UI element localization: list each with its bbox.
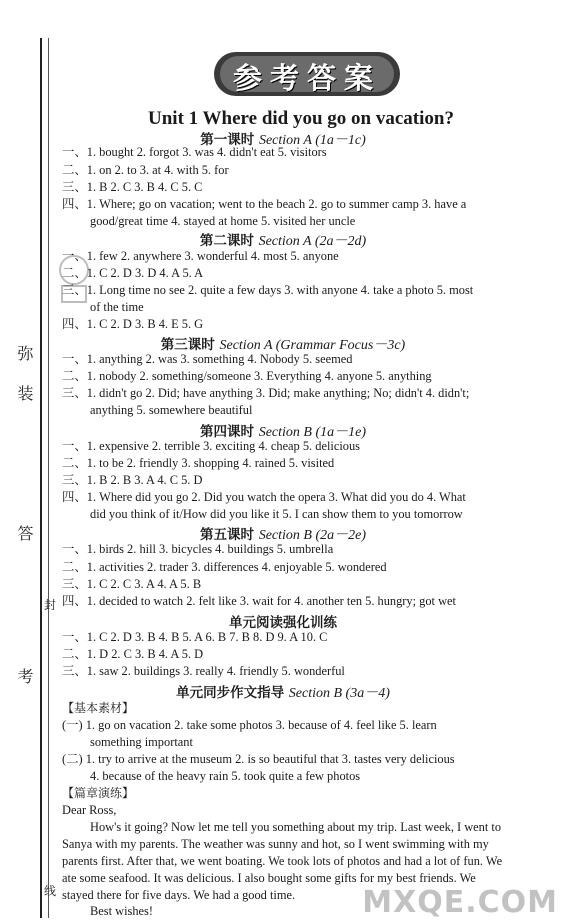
answer-line: Dear Ross, (62, 803, 117, 817)
section-heading-cn: 第三课时 (160, 337, 215, 353)
answer-line: (一) 1. go on vacation 2. take some photos 3. because of 4. feel like 5. learn (62, 718, 437, 732)
section-heading-cn: 第四课时 (200, 424, 254, 440)
section-heading-en: Section A (1a－1c) (258, 133, 366, 148)
answer-line: 三、1. B 2. B 3. A 4. C 5. D (62, 473, 203, 487)
answer-line: 二、1. to be 2. friendly 3. shopping 4. rained 5. visited (62, 456, 335, 470)
side-label-xian: 线 (44, 884, 57, 898)
side-label-da: 答 (15, 525, 34, 541)
section-label: 【基本素材】 (62, 701, 135, 715)
binding-rule (40, 38, 42, 918)
side-label-feng: 封 (44, 598, 57, 612)
answer-line: 二、1. nobody 2. something/someone 3. Everything 4. anyone 5. anything (62, 369, 432, 383)
section-heading-en: Section A (2a－2d) (258, 234, 367, 249)
section-heading-cn: 单元阅读强化训练 (229, 615, 337, 631)
answer-line: 三、1. didn't go 2. Did; have anything 3. Did; make anything; No; didn't 4. didn't; (62, 386, 470, 400)
binding-rule-inner (48, 38, 49, 918)
section-heading (0, 229, 566, 250)
answer-line: 4. because of the heavy rain 5. took quite a few photos (90, 769, 361, 783)
answer-line: 二、1. on 2. to 3. at 4. with 5. for (62, 163, 229, 177)
section-label: 【篇章演练】 (62, 786, 135, 800)
section-heading-cn: 单元同步作文指导 (176, 685, 285, 701)
side-label-kao: 考 (15, 668, 34, 684)
answer-line: good/great time 4. stayed at home 5. visited her uncle (90, 214, 356, 228)
answer-line: 一、1. anything 2. was 3. something 4. Nobody 5. seemed (62, 352, 353, 366)
answer-line: 四、1. Where; go on vacation; went to the beach 2. go to summer camp 3. have a (62, 197, 467, 211)
section-heading-en: Section B (3a－4) (288, 686, 390, 701)
section-heading (0, 681, 566, 702)
section-heading-cn: 第二课时 (199, 233, 254, 249)
answer-line: something important (90, 735, 193, 749)
section-heading-en: Section B (2a－2e) (258, 528, 366, 543)
answer-line: anything 5. somewhere beautiful (90, 403, 253, 417)
answer-line: did you think of it/How did you like it 5. I can show them to you tomorrow (90, 507, 463, 521)
answer-line: 一、1. bought 2. forgot 3. was 4. didn't eat 5. visitors (62, 145, 327, 159)
answer-line: Best wishes! (90, 904, 153, 918)
answer-line: (二) 1. try to arrive at the museum 2. is so beautiful that 3. tastes very delicious (62, 752, 455, 766)
banner-title: 参考答案 (232, 61, 381, 95)
unit-title: Unit 1 Where did you go on vacation? (148, 108, 454, 129)
answer-line: of the time (90, 300, 144, 314)
side-label-mi: 弥 (15, 345, 34, 361)
section-heading-cn: 第一课时 (200, 132, 255, 148)
answer-line: 一、1. C 2. D 3. B 4. B 5. A 6. B 7. B 8. D 9. A 10. C (62, 630, 328, 644)
answer-line: stayed there for five days. We had a good time. (62, 888, 296, 902)
side-label-zhuang: 装 (15, 385, 34, 401)
answer-line: 二、1. activities 2. trader 3. differences 4. enjoyable 5. wondered (62, 560, 387, 574)
answer-line: 三、1. B 2. C 3. B 4. C 5. C (62, 180, 203, 194)
answer-line: 四、1. decided to watch 2. felt like 3. wait for 4. another ten 5. hungry; got wet (62, 594, 456, 608)
answer-line: 一、1. expensive 2. terrible 3. exciting 4. cheap 5. delicious (62, 439, 360, 453)
answer-line: 四、1. C 2. D 3. B 4. E 5. G (62, 317, 204, 331)
section-heading-cn: 第五课时 (200, 527, 254, 543)
section-heading-en: Section A (Grammar Focus－3c) (219, 338, 406, 353)
answer-line: 二、1. D 2. C 3. B 4. A 5. D (62, 647, 204, 661)
section-heading-en: Section B (1a－1e) (258, 425, 366, 440)
answer-line: parents first. After that, we went boating. We took lots of photos and had a lot of fun. We (62, 854, 503, 868)
answer-line: ate some seafood. It was delicious. I also bought some gifts for my best friends. We (62, 871, 476, 885)
answer-line: 四、1. Where did you go 2. Did you watch the opera 3. What did you do 4. What (62, 490, 466, 504)
answer-line: 三、1. C 2. C 3. A 4. A 5. B (62, 577, 202, 591)
answer-line: 一、1. birds 2. hill 3. bicycles 4. buildings 5. umbrella (62, 542, 334, 556)
answer-line: 三、1. saw 2. buildings 3. really 4. friendly 5. wonderful (62, 664, 345, 678)
answer-line: Sanya with my parents. The weather was sunny and hot, so I went swimming with my (62, 837, 489, 851)
answer-line: 三、1. Long time no see 2. quite a few days 3. with anyone 4. take a photo 5. most (62, 283, 474, 297)
section-heading (0, 611, 566, 631)
answer-line: 二、1. C 2. D 3. D 4. A 5. A (62, 266, 204, 280)
answer-key-banner (214, 52, 400, 96)
watermark: MXQE.COM (362, 885, 558, 920)
answer-line: 一、1. few 2. anywhere 3. wonderful 4. most 5. anyone (62, 249, 339, 263)
answer-line: How's it going? Now let me tell you something about my trip. Last week, I went to (90, 820, 502, 834)
